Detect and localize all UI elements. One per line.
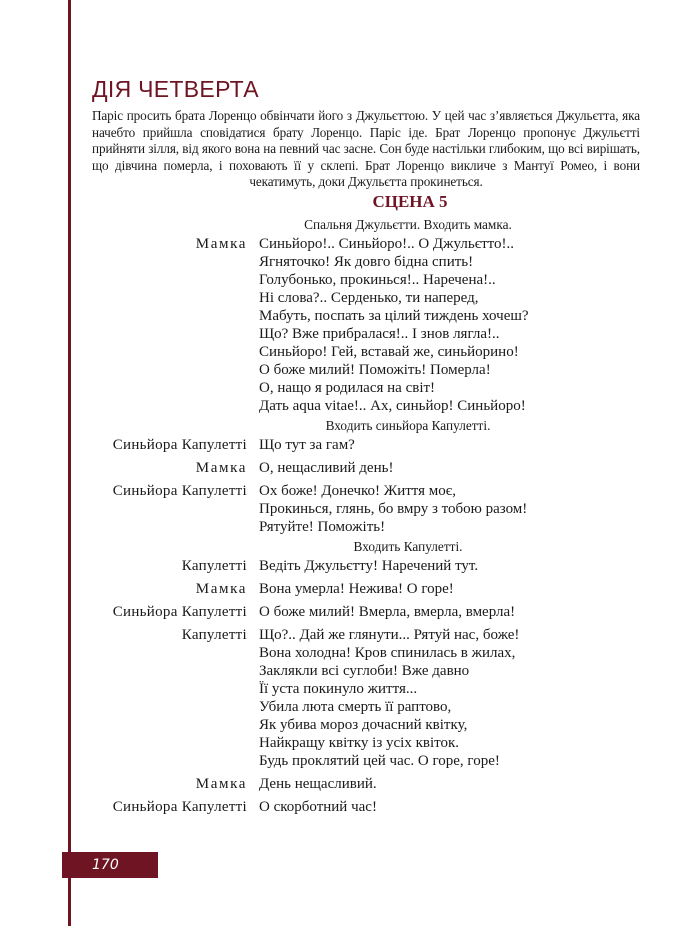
speaker-name: Синьйора Капулетті: [112, 437, 247, 453]
speech-entry: [0, 580, 700, 598]
speaker-name: Капулетті: [181, 627, 247, 643]
speaker-name: Синьйора Капулетті: [112, 604, 247, 620]
speech-line: Дать aqua vitae!.. Ах, синьйор! Синьйоро!: [259, 398, 526, 414]
speech-line: Вона умерла! Нежива! О горе!: [259, 581, 454, 597]
act-title: ДІЯ ЧЕТВЕРТА: [92, 76, 259, 102]
speech-line: Що? Вже прибралася!.. І знов лягла!..: [259, 326, 500, 342]
speech-lines: [259, 603, 515, 621]
speech-lines: [259, 798, 377, 816]
speech-lines: [259, 557, 478, 575]
speech-entry: [0, 436, 700, 454]
speaker-name: Мамка: [195, 460, 247, 476]
speech-line: Ні слова?.. Серденько, ти наперед,: [259, 290, 479, 306]
act-summary: Паріс просить брата Лоренцо обвінчати його з Джульєттою. У цей час з’являється Джульєтта, яка начебто прийшла сповідатися брату Лоренцо. Паріс іде. Брат Лоренцо пропонує Джульєтті прийняти зілля, від якого вона на певний час засне. Сон буде настільки глибоким, що всі вирішать, що дівчина померла, і поховають її у склепі. Брат Лоренцо викличе з Мантуї Ромео, і вони чекатимуть, доки Джульєтта прокинеться.: [92, 108, 640, 190]
speech-line: Що?.. Дай же глянути... Рятуй нас, боже!: [259, 627, 520, 643]
speech-entry: [0, 482, 700, 536]
speech-entry: [0, 235, 700, 415]
speech-line: О боже милий! Вмерла, вмерла, вмерла!: [259, 604, 516, 620]
speaker-name: Синьйора Капулетті: [112, 799, 247, 815]
speech-line: Голубонько, прокинься!.. Наречена!..: [259, 272, 496, 288]
speech-lines: [259, 482, 527, 536]
speech-line: Ягняточко! Як довго бідна спить!: [259, 254, 474, 270]
speech-line: Синьйоро!.. Синьйоро!.. О Джульєтто!..: [259, 236, 515, 252]
scene-title: СЦЕНА 5: [372, 192, 448, 211]
speaker-name: Мамка: [195, 581, 247, 597]
speech-entry: [0, 626, 700, 770]
speech-line: Заклякли всі суглоби! Вже давно: [259, 663, 470, 679]
speech-lines: [259, 235, 529, 415]
speech-entry: [0, 775, 700, 793]
speech-line: Убила люта смерть її раптово,: [259, 699, 452, 715]
speech-lines: [259, 459, 393, 477]
speech-line: Що тут за гам?: [259, 437, 355, 453]
speech-line: Рятуйте! Поможіть!: [259, 519, 386, 535]
stage-direction: Спальня Джульєтти. Входить мамка.: [304, 217, 512, 232]
page-number: 170: [62, 852, 158, 878]
speech-line: Ведіть Джульєтту! Наречений тут.: [259, 558, 479, 574]
speech-lines: [259, 626, 519, 770]
speech-line: Вона холодна! Кров спинилась в жилах,: [259, 645, 516, 661]
speech-line: О боже милий! Поможіть! Померла!: [259, 362, 491, 378]
speech-entry: [0, 798, 700, 816]
speech-line: Мабуть, поспать за цілий тиждень хочеш?: [259, 308, 529, 324]
speaker-name: Мамка: [195, 776, 247, 792]
speech-lines: [259, 580, 454, 598]
speech-entry: [0, 459, 700, 477]
speech-lines: [259, 775, 377, 793]
speech-line: Будь проклятий цей час. О горе, горе!: [259, 753, 500, 769]
stage-direction: Входить синьйора Капулетті.: [325, 418, 491, 433]
speech-line: День нещасливий.: [259, 776, 377, 792]
speech-entry: [0, 603, 700, 621]
speech-line: О, нещасливий день!: [259, 460, 394, 476]
speech-line: О, нащо я родилася на світ!: [259, 380, 436, 396]
speaker-name: Капулетті: [181, 558, 247, 574]
speech-line: Синьйоро! Гей, вставай же, синьйорино!: [259, 344, 519, 360]
speech-line: О скорботний час!: [259, 799, 377, 815]
speech-line: Прокинься, глянь, бо вмру з тобою разом!: [259, 501, 528, 517]
stage-direction: Входить Капулетті.: [353, 539, 463, 554]
speech-lines: [259, 436, 355, 454]
speech-line: Найкращу квітку із усіх квіток.: [259, 735, 460, 751]
speech-entry: [0, 557, 700, 575]
speaker-name: Мамка: [195, 236, 247, 252]
speech-line: Як убива мороз дочасний квітку,: [259, 717, 468, 733]
speech-line: Ох боже! Донечко! Життя моє,: [259, 483, 456, 499]
speech-line: Її уста покинуло життя...: [259, 681, 418, 697]
play-text: [0, 214, 700, 816]
speaker-name: Синьйора Капулетті: [112, 483, 247, 499]
